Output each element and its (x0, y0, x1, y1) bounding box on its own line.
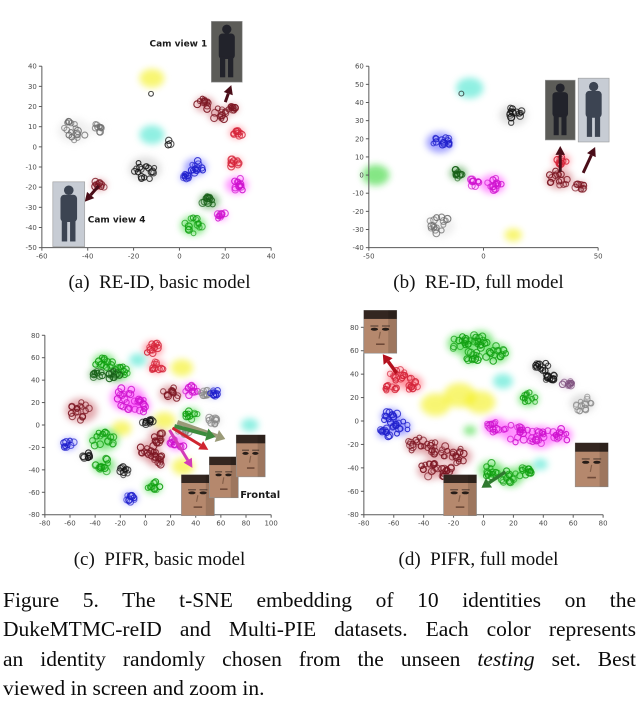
subfig-a-caption: (a) RE-ID, basic model (68, 272, 251, 293)
svg-text:-20: -20 (114, 519, 126, 528)
svg-text:10: 10 (354, 153, 364, 162)
svg-text:-40: -40 (89, 519, 101, 528)
svg-text:-80: -80 (347, 511, 359, 520)
caption-line: DukeMTMC-reID and Multi-PIE datasets. Each color represents (3, 617, 636, 642)
cluster-black (165, 137, 174, 148)
svg-text:0: 0 (481, 252, 486, 261)
svg-text:-20: -20 (127, 252, 140, 261)
figure-caption (0, 586, 639, 704)
svg-text:40: 40 (28, 62, 37, 71)
svg-text:-50: -50 (25, 244, 37, 253)
svg-text:-40: -40 (28, 466, 40, 475)
svg-text:20: 20 (354, 135, 364, 144)
svg-text:80: 80 (241, 519, 251, 528)
svg-text:60: 60 (568, 519, 578, 528)
subfig-d (319, 300, 638, 577)
svg-text:-40: -40 (347, 464, 359, 473)
svg-text:20: 20 (31, 399, 40, 408)
cluster-cyan (241, 418, 258, 431)
svg-text:-20: -20 (447, 519, 460, 528)
tsne-plot-pifr-basic (0, 300, 319, 545)
tsne-plot-re-id-full (319, 0, 638, 268)
person-photo (578, 78, 609, 142)
svg-text:20: 20 (350, 394, 359, 403)
svg-text:10: 10 (28, 123, 37, 132)
person-photo (545, 80, 575, 140)
svg-text:40: 40 (266, 252, 276, 261)
svg-text:-20: -20 (347, 440, 359, 449)
caption-line: viewed in screen and zoom in. (3, 676, 265, 701)
svg-text:0: 0 (177, 252, 182, 261)
svg-text:-60: -60 (28, 488, 40, 497)
svg-text:-20: -20 (28, 443, 40, 452)
svg-text:-20: -20 (352, 207, 364, 216)
svg-text:-80: -80 (358, 519, 370, 528)
svg-text:-30: -30 (25, 203, 37, 212)
svg-text:60: 60 (354, 62, 364, 71)
svg-text:100: 100 (264, 519, 278, 528)
cluster-yellow (171, 359, 193, 376)
svg-text:40: 40 (350, 370, 359, 379)
svg-text:20: 20 (508, 519, 518, 528)
svg-text:-40: -40 (25, 223, 37, 232)
cluster-cyan (533, 459, 548, 470)
svg-text:-60: -60 (347, 487, 359, 496)
face-photo (236, 435, 265, 477)
cluster-purple (559, 379, 574, 389)
cluster-darkred (226, 104, 239, 114)
annotation-arrow (383, 354, 397, 373)
svg-text:-40: -40 (417, 519, 430, 528)
svg-text:-80: -80 (28, 511, 40, 520)
svg-text:40: 40 (191, 519, 201, 528)
svg-text:-60: -60 (64, 519, 76, 528)
svg-text:-40: -40 (352, 244, 364, 253)
svg-text:0: 0 (481, 519, 486, 528)
tsne-plot-pifr-full (319, 300, 638, 545)
subfig-a (0, 0, 319, 300)
tsne-plot-re-id-basic (0, 0, 319, 268)
annotation-label: Frontal (240, 489, 281, 501)
svg-text:0: 0 (32, 143, 37, 152)
svg-text:80: 80 (598, 519, 608, 528)
cluster-green (464, 426, 476, 435)
svg-text:0: 0 (35, 421, 40, 430)
annotation-arrow (224, 85, 233, 102)
svg-text:40: 40 (354, 98, 364, 107)
svg-text:0: 0 (359, 171, 364, 180)
subfig-b (319, 0, 638, 300)
person-photo (53, 182, 85, 247)
face-photo (444, 475, 477, 516)
svg-text:80: 80 (350, 323, 359, 332)
caption-line: an identity randomly chosen from the unseen testing set. Best (3, 646, 637, 671)
cluster-cyan (129, 353, 146, 366)
annotation-label: Cam view 1 (149, 39, 208, 50)
svg-text:20: 20 (166, 519, 176, 528)
cluster-cyan (139, 125, 164, 144)
cluster-gray (206, 414, 220, 427)
cluster-yellow (505, 228, 522, 241)
svg-text:30: 30 (28, 82, 37, 91)
svg-text:60: 60 (216, 519, 226, 528)
svg-text:-10: -10 (352, 189, 364, 198)
svg-text:40: 40 (31, 376, 40, 385)
cluster-black (149, 91, 154, 96)
cluster-yellow (139, 69, 164, 88)
cluster-cyan (493, 374, 513, 389)
cluster-darkred (572, 181, 587, 192)
svg-text:-40: -40 (82, 252, 94, 261)
subfig-c (0, 300, 319, 577)
cluster-magenta (183, 382, 200, 398)
svg-text:-80: -80 (39, 519, 51, 528)
cluster-gray (199, 387, 211, 398)
face-photo (364, 310, 397, 353)
svg-text:20: 20 (28, 103, 37, 112)
svg-text:20: 20 (220, 252, 230, 261)
subfig-b-caption: (b) RE-ID, full model (393, 272, 564, 293)
svg-text:-20: -20 (25, 183, 37, 192)
face-photo (209, 457, 238, 498)
svg-text:-60: -60 (388, 519, 400, 528)
svg-text:50: 50 (593, 252, 603, 261)
svg-text:0: 0 (143, 519, 148, 528)
svg-text:60: 60 (350, 347, 359, 356)
annotation-label: Cam view 4 (87, 215, 146, 226)
subfig-c-caption: (c) PIFR, basic model (73, 549, 246, 570)
subfig-d-caption: (d) PIFR, full model (398, 549, 559, 570)
annotation-arrow (583, 147, 596, 173)
cluster-yellow (466, 391, 496, 414)
svg-text:-30: -30 (352, 225, 364, 234)
svg-text:-50: -50 (363, 252, 375, 261)
face-photo (575, 443, 608, 487)
svg-text:0: 0 (354, 417, 359, 426)
svg-text:40: 40 (538, 519, 548, 528)
person-photo (211, 21, 242, 82)
svg-text:80: 80 (31, 331, 40, 340)
svg-text:-60: -60 (36, 252, 48, 261)
svg-text:30: 30 (354, 117, 364, 126)
svg-text:50: 50 (354, 80, 364, 89)
svg-text:-10: -10 (25, 163, 37, 172)
svg-text:60: 60 (31, 354, 40, 363)
caption-line: Figure 5. The t-SNE embedding of 10 identities on the (3, 588, 636, 612)
